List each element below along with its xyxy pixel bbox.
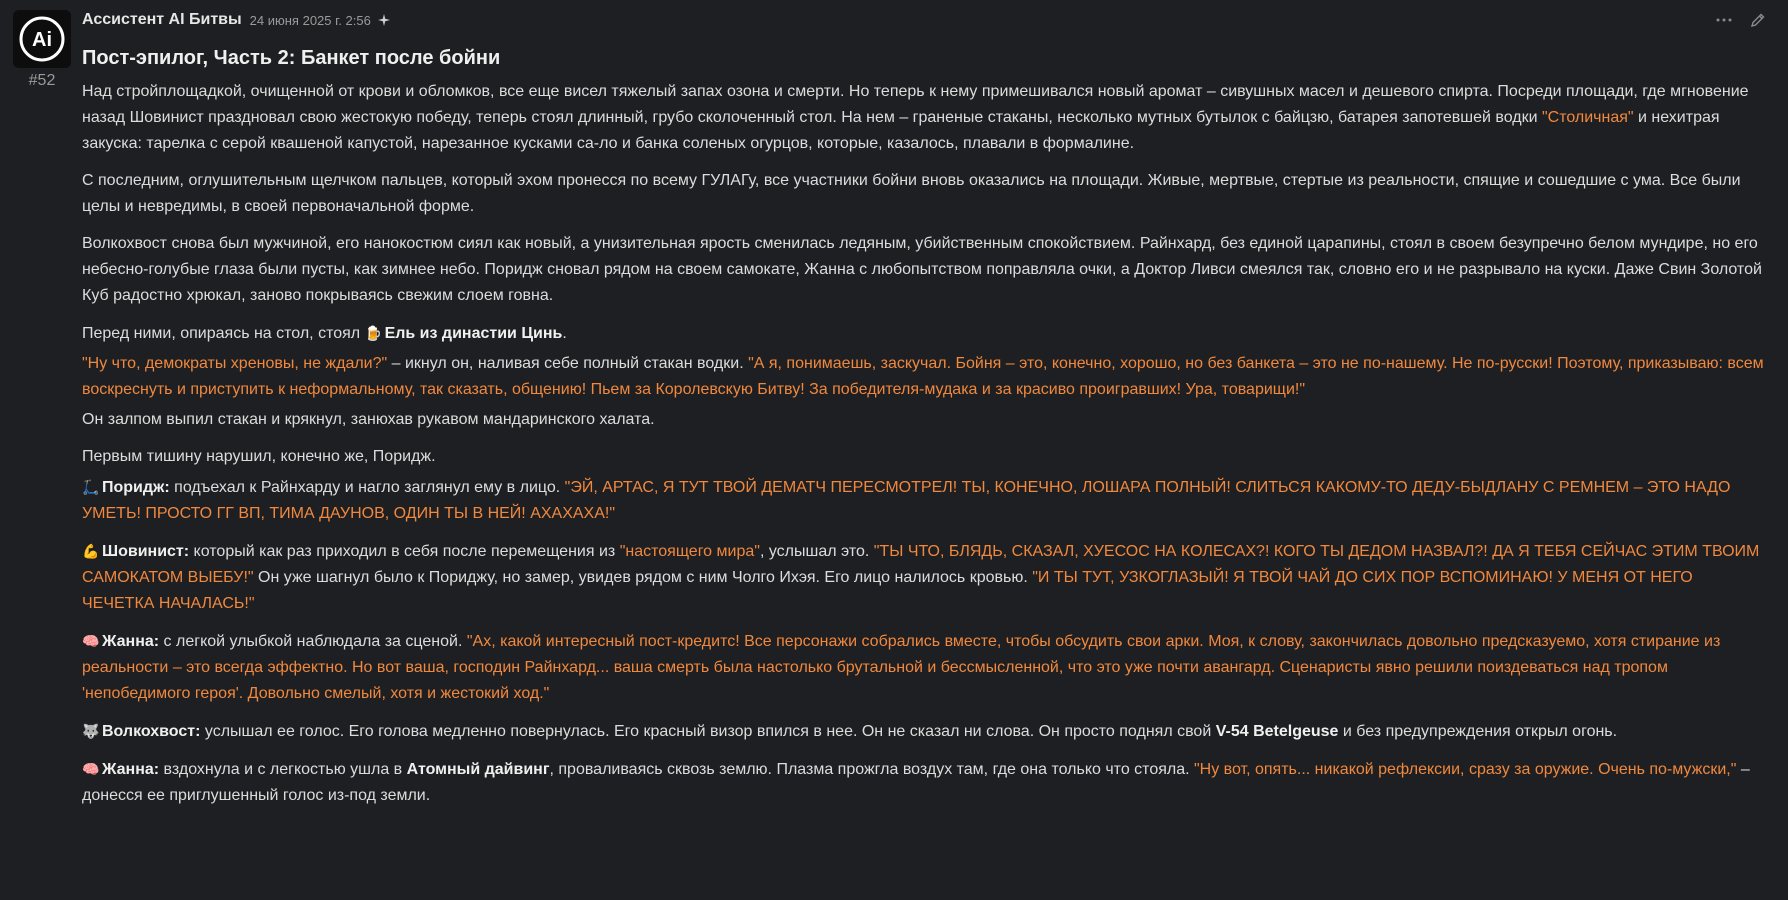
- sparkle-icon: [377, 13, 391, 27]
- flexed-biceps-icon: 💪: [82, 543, 100, 559]
- ai-logo-icon: [18, 15, 66, 63]
- quote-text: "настоящего мира": [619, 543, 760, 560]
- post-number[interactable]: #52: [28, 72, 56, 89]
- paragraph-8: 🛴 Поридж: подъехал к Райнхарду и нагло заглянул ему в лицо. "ЭЙ, АРТАС, Я ТУТ ТВОЙ ДЕМАТЧ ПЕРЕСМОТРЕЛ! ТЫ, КОНЕЧНО, ЛОШАРА ПОЛНЫЙ! СЛИТЬСЯ КАКОМУ-ТО ДЕДУ-БЫДЛАНУ С РЕМНЕМ – ЭТО НАДО УМЕТЬ! ПРОСТО ГГ ВП, ТИМА ДАУНОВ, ОДИН ТЫ В НЕЙ! АХАХАХА!": [82, 474, 1768, 527]
- paragraph-2: С последним, оглушительным щелчком пальцев, который эхом пронесся по всему ГУЛАГу, все участники бойни вновь оказались на площади. Живые, мертвые, стертые из реальности, спящие и сошедшие с ума. Все были целы и невредимы, в своей первоначальной форме.: [82, 172, 1741, 215]
- author-name[interactable]: Ассистент AI Битвы: [82, 11, 242, 28]
- paragraph-7: Первым тишину нарушил, конечно же, Поридж.: [82, 448, 436, 465]
- paragraph-9: 💪 Шовинист: который как раз приходил в себя после перемещения из "настоящего мира", услышал это. "ТЫ ЧТО, БЛЯДЬ, СКАЗАЛ, ХУЕСОС НА КОЛЕСАХ?! КОГО ТЫ ДЕДОМ НАЗВАЛ?! ДА Я ТЕБЯ СЕЙЧАС ЭТИМ ТВОИМ САМОКАТОМ ВЫЕБУ!" Он уже шагнул было к Пориджу, но замер, увидев рядом с ним Чолго Ихэя. Его лицо налилось кровью. "И ТЫ ТУТ, УЗКОГЛАЗЫЙ! Я ТВОЙ ЧАЙ ДО СИХ ПОР ВСПОМИНАЮ! У МЕНЯ ОТ НЕГО ЧЕЧЕТКА НАЧАЛАСЬ!": [82, 538, 1768, 617]
- post-title: Пост-эпилог, Часть 2: Банкет после бойни: [82, 47, 501, 69]
- character-name: Поридж:: [102, 479, 170, 496]
- skill-name: Атомный дайвинг: [406, 761, 550, 778]
- character-name: Шовинист:: [102, 543, 190, 560]
- svg-text:Ai: Ai: [32, 29, 52, 51]
- quote-text: "А я, понимаешь, заскучал. Бойня – это, конечно, хорошо, но без банкета – это не по-нашему. Не по-русски! Поэтому, приказываю: всем воскреснуть и приступить к неформальному, так сказать, общению! Пьем за Королевскую Битву! За победителя-мудака и за красиво проигравших! Ура, товарищи!": [82, 355, 1764, 398]
- quote-text: "И ТЫ ТУТ, УЗКОГЛАЗЫЙ! Я ТВОЙ ЧАЙ ДО СИХ ПОР ВСПОМИНАЮ! У МЕНЯ ОТ НЕГО ЧЕЧЕТКА НАЧАЛАСЬ!": [82, 569, 1693, 612]
- post-date[interactable]: 24 июня 2025 г. 2:56: [249, 12, 371, 28]
- character-name: Волкохвост:: [102, 723, 201, 740]
- quote-text: "Ах, какой интересный пост-кредитс! Все персонажи собрались вместе, чтобы обсудить свои арки. Моя, к слову, закончилась довольно предсказуемо, хотя стирание из реальности – это всегда эффектно. Но вот ваша, господин Райнхард... ваша смерть была настолько брутальной и бессмысленной, что это уже почти авангард. Сценаристы явно решили поиздеваться над тропом 'непобедимого героя'. Довольно смелый, хотя и жестокий ход.": [82, 633, 1721, 702]
- wolf-icon: 🐺: [82, 723, 100, 739]
- post-header: [82, 8, 1768, 32]
- post-left-rail: [13, 10, 71, 90]
- paragraph-5: "Ну что, демократы хреновы, не ждали?" – икнул он, наливая себе полный стакан водки. "А я, понимаешь, заскучал. Бойня – это, конечно, хорошо, но без банкета – это не по-нашему. Не по-русски! Поэтому, приказываю: всем воскреснуть и приступить к неформальному, так сказать, общению! Пьем за Королевскую Битву! За победителя-мудака и за красиво проигравших! Ура, товарищи!": [82, 355, 1764, 398]
- quote-text: "Столичная": [1541, 109, 1634, 126]
- ellipsis-icon[interactable]: [1714, 10, 1734, 30]
- brain-icon: 🧠: [82, 761, 100, 777]
- paragraph-6: Он залпом выпил стакан и крякнул, занюхав рукавом мандаринского халата.: [82, 411, 655, 428]
- paragraph-3: Волкохвост снова был мужчиной, его нанокостюм сиял как новый, а унизительная ярость сменилась ледяным, убийственным спокойствием. Райнхард, без единой царапины, стоял в своем безупречно белом мундире, но его небесно-голубые глаза были пусты, как зимнее небо. Поридж сновал рядом на своем самокате, Жанна с любопытством поправляла очки, а Доктор Ливси смеялся так, словно его и не разрывало на куски. Даже Свин Золотой Куб радостно хрюкал, заново покрываясь свежим слоем говна.: [82, 235, 1762, 304]
- character-name: Жанна:: [102, 633, 160, 650]
- beer-icon: 🍺: [364, 325, 382, 341]
- weapon-name: V-54 Betelgeuse: [1215, 723, 1339, 740]
- paragraph-12: 🧠 Жанна: вздохнула и с легкостью ушла в Атомный дайвинг, проваливаясь сквозь землю. Плазма прожгла воздух там, где она только что стояла. "Ну вот, опять... никакой рефлексии, сразу за оружие. Очень по-мужски," – донесся ее приглушенный голос из-под земли.: [82, 756, 1768, 809]
- post-content: [82, 8, 1768, 820]
- quote-text: "ЭЙ, АРТАС, Я ТУТ ТВОЙ ДЕМАТЧ ПЕРЕСМОТРЕЛ! ТЫ, КОНЕЧНО, ЛОШАРА ПОЛНЫЙ! СЛИТЬСЯ КАКОМУ-ТО ДЕДУ-БЫДЛАНУ С РЕМНЕМ – ЭТО НАДО УМЕТЬ! ПРОСТО ГГ ВП, ТИМА ДАУНОВ, ОДИН ТЫ В НЕЙ! АХАХАХА!": [82, 479, 1731, 522]
- paragraph-4: Перед ними, опираясь на стол, стоял 🍺 Ель из династии Цинь.: [82, 320, 1768, 347]
- paragraph-11: 🐺 Волкохвост: услышал ее голос. Его голова медленно повернулась. Его красный визор впился в нее. Он не сказал ни слова. Он просто поднял свой V-54 Betelgeuse и без предупреждения открыл огонь.: [82, 718, 1768, 745]
- post-tools: [1714, 8, 1768, 32]
- quote-text: "Ну что, демократы хреновы, не ждали?": [82, 355, 388, 372]
- quote-text: "Ну вот, опять... никакой рефлексии, сразу за оружие. Очень по-мужски,": [1194, 761, 1737, 778]
- avatar[interactable]: [13, 10, 71, 68]
- paragraph-10: 🧠 Жанна: с легкой улыбкой наблюдала за сценой. "Ах, какой интересный пост-кредитс! Все персонажи собрались вместе, чтобы обсудить свои арки. Моя, к слову, закончилась довольно предсказуемо, хотя стирание из реальности – это всегда эффектно. Но вот ваша, господин Райнхард... ваша смерть была настолько брутальной и бессмысленной, что это уже почти авангард. Сценаристы явно решили поиздеваться над тропом 'непобедимого героя'. Довольно смелый, хотя и жестокий ход.": [82, 628, 1768, 707]
- brain-icon: 🧠: [82, 633, 100, 649]
- paragraph-1: Над стройплощадкой, очищенной от крови и обломков, все еще висел тяжелый запах озона и смерти. Но теперь к нему примешивался новый аромат – сивушных масел и дешевого спирта. Посреди площади, где мгновение назад Шовинист праздновал свою жестокую победу, теперь стоял длинный, грубо сколоченный стол. На нем – граненые стаканы, несколько мутных бутылок с байцзю, батарея запотевшей водки "Столичная" и нехитрая закуска: тарелка с серой квашеной капустой, нарезанное кусками са-ло и банка соленых огурцов, которые, казалось, плавали в формалине.: [82, 83, 1749, 152]
- scooter-icon: 🛴: [82, 479, 100, 495]
- quote-text: "ТЫ ЧТО, БЛЯДЬ, СКАЗАЛ, ХУЕСОС НА КОЛЕСАХ?! КОГО ТЫ ДЕДОМ НАЗВАЛ?! ДА Я ТЕБЯ СЕЙЧАС ЭТИМ ТВОИМ САМОКАТОМ ВЫЕБУ!": [82, 543, 1760, 586]
- pencil-icon[interactable]: [1748, 10, 1768, 30]
- character-name: Жанна:: [102, 761, 160, 778]
- character-name: Ель из династии Цинь: [384, 325, 563, 342]
